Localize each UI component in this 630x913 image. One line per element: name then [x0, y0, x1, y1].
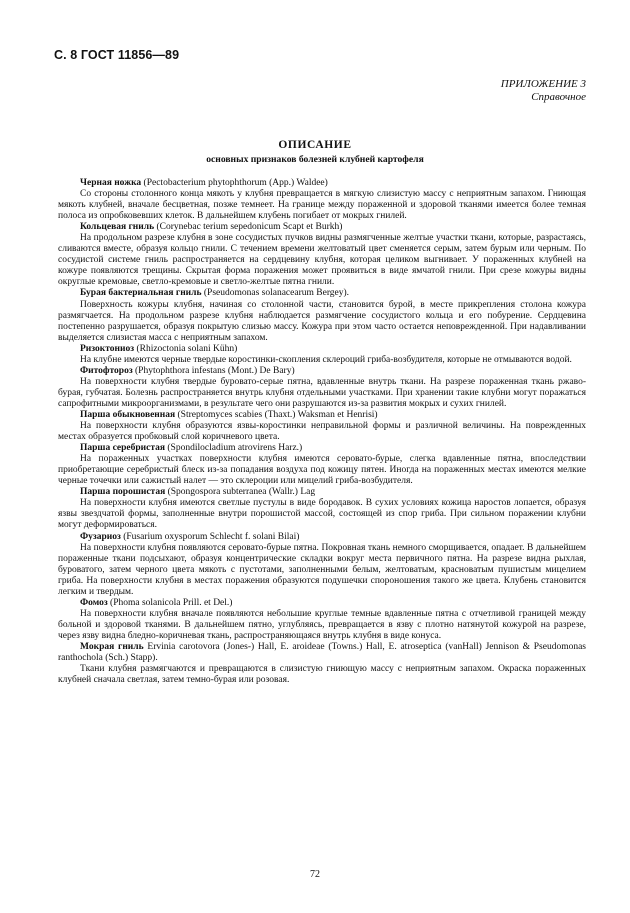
- disease-heading-10: [58, 642, 586, 664]
- disease-name: Парша обыкновенная: [80, 409, 176, 420]
- pathogen-latin: (Phytophthora infestans (Mont.) De Bary): [132, 365, 295, 376]
- page-header: С. 8 ГОСТ 11856—89: [54, 48, 180, 62]
- disease-name: Парша порошистая: [80, 487, 166, 498]
- disease-name: Бурая бактериальная гниль: [80, 288, 202, 299]
- pathogen-latin: (Rhizoctonia solani Kühn): [134, 343, 238, 354]
- disease-heading-9: [58, 598, 586, 609]
- disease-name: Мокрая гниль: [80, 641, 144, 652]
- disease-heading-5: [58, 410, 586, 421]
- appendix-label-block: [501, 78, 586, 104]
- disease-heading-7: [58, 487, 586, 498]
- disease-heading-2: [58, 288, 586, 299]
- disease-name: Фузариоз: [80, 531, 121, 542]
- disease-heading-8: [58, 532, 586, 543]
- pathogen-latin: (Corynebac terium sepedonicum Scapt et Burkh): [154, 222, 343, 233]
- disease-description-3: На клубне имеются черные твердые коростинки-скопления склероций гриба-возбудителя, которые не отмываются водой.: [80, 354, 572, 365]
- disease-description-10: Ткани клубня размягчаются и превращаются в слизистую гниющую массу с неприятным запахом. Окраска пораженных клубней сначала светлая, затем темно-бурая или розовая.: [58, 664, 586, 686]
- pathogen-latin: (Spondilocladium atrovirens Harz.): [165, 443, 303, 454]
- disease-name: Черная ножка: [80, 178, 142, 188]
- pathogen-latin: (Pseudomonas solanacearum Bergey).: [201, 288, 350, 299]
- document-title: ОПИСАНИЕ: [278, 139, 352, 151]
- disease-description-5: На поверхности клубня образуются язвы-коростинки неправильной формы и различной величины. На поврежденных местах образуется пробковый слой коричневого цвета.: [58, 421, 586, 443]
- disease-description-7: На поверхности клубня имеются светлые пустулы в виде бородавок. В сухих условиях кожица наростов лопается, образуя язвы звездчатой формы, заполненные внутри порошистой массой, состоящей из спор гриба. При сильном поражении клубни могут деформироваться.: [58, 498, 586, 531]
- pathogen-latin: (Spongospora subterranea (Wallr.) Lag: [165, 487, 316, 498]
- disease-description-6: На пораженных участках поверхности клубня имеются серовато-бурые, слегка вдавленные пятна, впоследствии приобретающие серебристый блеск из-за попадания воздуха под кожицу пятен. Иногда на пораженных местах имеются мелкие черные точечки или сажистый налет — это склероции или мицелий гриба-возбудителя.: [58, 454, 586, 487]
- pathogen-latin: (Phoma solanicola Prill. et Del.): [107, 597, 233, 608]
- disease-description-0: Со стороны столонного конца мякоть у клубня превращается в мягкую слизистую массу с неприятным запахом. Гниющая мякоть клубней, вначале бесцветная, позже темнеет. На границе между пораженной и здоровой тканями имеется более темная полоса из опробковевших клеток. В дальнейшем клубень погибает от мокрых гнилей.: [58, 189, 586, 222]
- disease-heading-4: [58, 366, 586, 377]
- disease-description-4: На поверхности клубня твердые буровато-серые пятна, вдавленные внутрь ткани. На разрезе пораженная ткань ржаво-бурая, губчатая. Болезнь распространяется внутрь клубня отдельными участками. При хранении такие клубни могут поражаться сапрофитными микроорганизмами, в результате чего они разрушаются из-за развития мокрых и сухих гнилей.: [58, 376, 586, 409]
- document-body: [58, 178, 586, 686]
- disease-name: Фитофтороз: [80, 365, 133, 376]
- appendix-label: ПРИЛОЖЕНИЕ 3: [500, 78, 586, 90]
- pathogen-latin: (Streptomyces scabies (Thaxt.) Waksman et Henrisi): [175, 409, 378, 420]
- appendix-note: Справочное: [531, 91, 586, 103]
- pathogen-latin: (Pectobacterium phytophthorum (App.) Waldee): [141, 178, 328, 188]
- disease-name: Фомоз: [80, 597, 108, 608]
- document-subtitle: основных признаков болезней клубней картофеля: [206, 154, 424, 165]
- disease-description-2: Поверхность кожуры клубня, начиная со столонной части, становится бурой, в месте прикрепления столона кожура размягчается. На продольном разрезе клубня наблюдается размягчение сосудистого кольца и его побурение. Сердцевина постепенно разрушается, образуя покрытую слизью массу. Кожура при этом часто остается неповрежденной. При надавливании выделяется слизистая масса с неприятным запахом.: [58, 299, 586, 343]
- disease-name: Парша серебристая: [80, 443, 166, 454]
- disease-description-8: На поверхности клубня появляются серовато-бурые пятна. Покровная ткань немного сморщивается, опадает. В дальнейшем пораженные ткани подсыхают, образуя концентрические складки вокруг места первичного пятна. На разрезе видна рыхлая, буроватого, затем черного цвета мякоть с пустотами, заполненными белым, желтоватым, красноватым пушистым мицелием гриба. На поверхности клубня в местах поражения образуются подушечки спороношения такого же цвета. Клубень становится легким и твердым.: [58, 542, 586, 597]
- disease-heading-1: [58, 222, 586, 233]
- pathogen-latin: (Fusarium oxysporum Schlecht f. solani Bilai): [120, 531, 300, 542]
- disease-name: Ризоктониоз: [80, 343, 135, 354]
- disease-heading-6: [58, 443, 586, 454]
- disease-description-9: На поверхности клубня вначале появляются небольшие круглые темные вдавленные пятна с отчетливой границей между больной и здоровой тканями. В дальнейшем пятно, углубляясь, превращается в язву с плотно натянутой кожурой на разрезе, через язву видна бледно-коричневая ткань, распространяющаяся внутрь клубня в виде конуса.: [58, 608, 586, 641]
- pathogen-latin: Ervinia carotovora (Jones-) Hall, E. aroideae (Towns.) Hall, E. atroseptica (vanHall) Jennison & Pseudomonas ranthochola (Sch.) Stapp).: [58, 641, 587, 664]
- disease-name: Кольцевая гниль: [80, 222, 155, 233]
- page-number: 72: [310, 869, 320, 880]
- disease-heading-3: [58, 344, 586, 355]
- disease-heading-0: [58, 178, 586, 189]
- disease-description-1: На продольном разрезе клубня в зоне сосудистых пучков видны размягченные желтые участки ткани, которые, разрастаясь, сливаются вместе, образуя кольцо гнили. С течением времени желтоватый цвет сменяется серым, затем бурым или черным. По сосудистой системе гниль распространяется на сердцевину клубня, которая целиком выгнивает. У пораженных клубней на кожуре появляются трещины. Скрытая форма поражения может проявиться в виде ямчатой гнили. При срезе кожуры видны округлые кремовые, светло-кремовые и светло-желтые пятна гнили.: [58, 233, 586, 288]
